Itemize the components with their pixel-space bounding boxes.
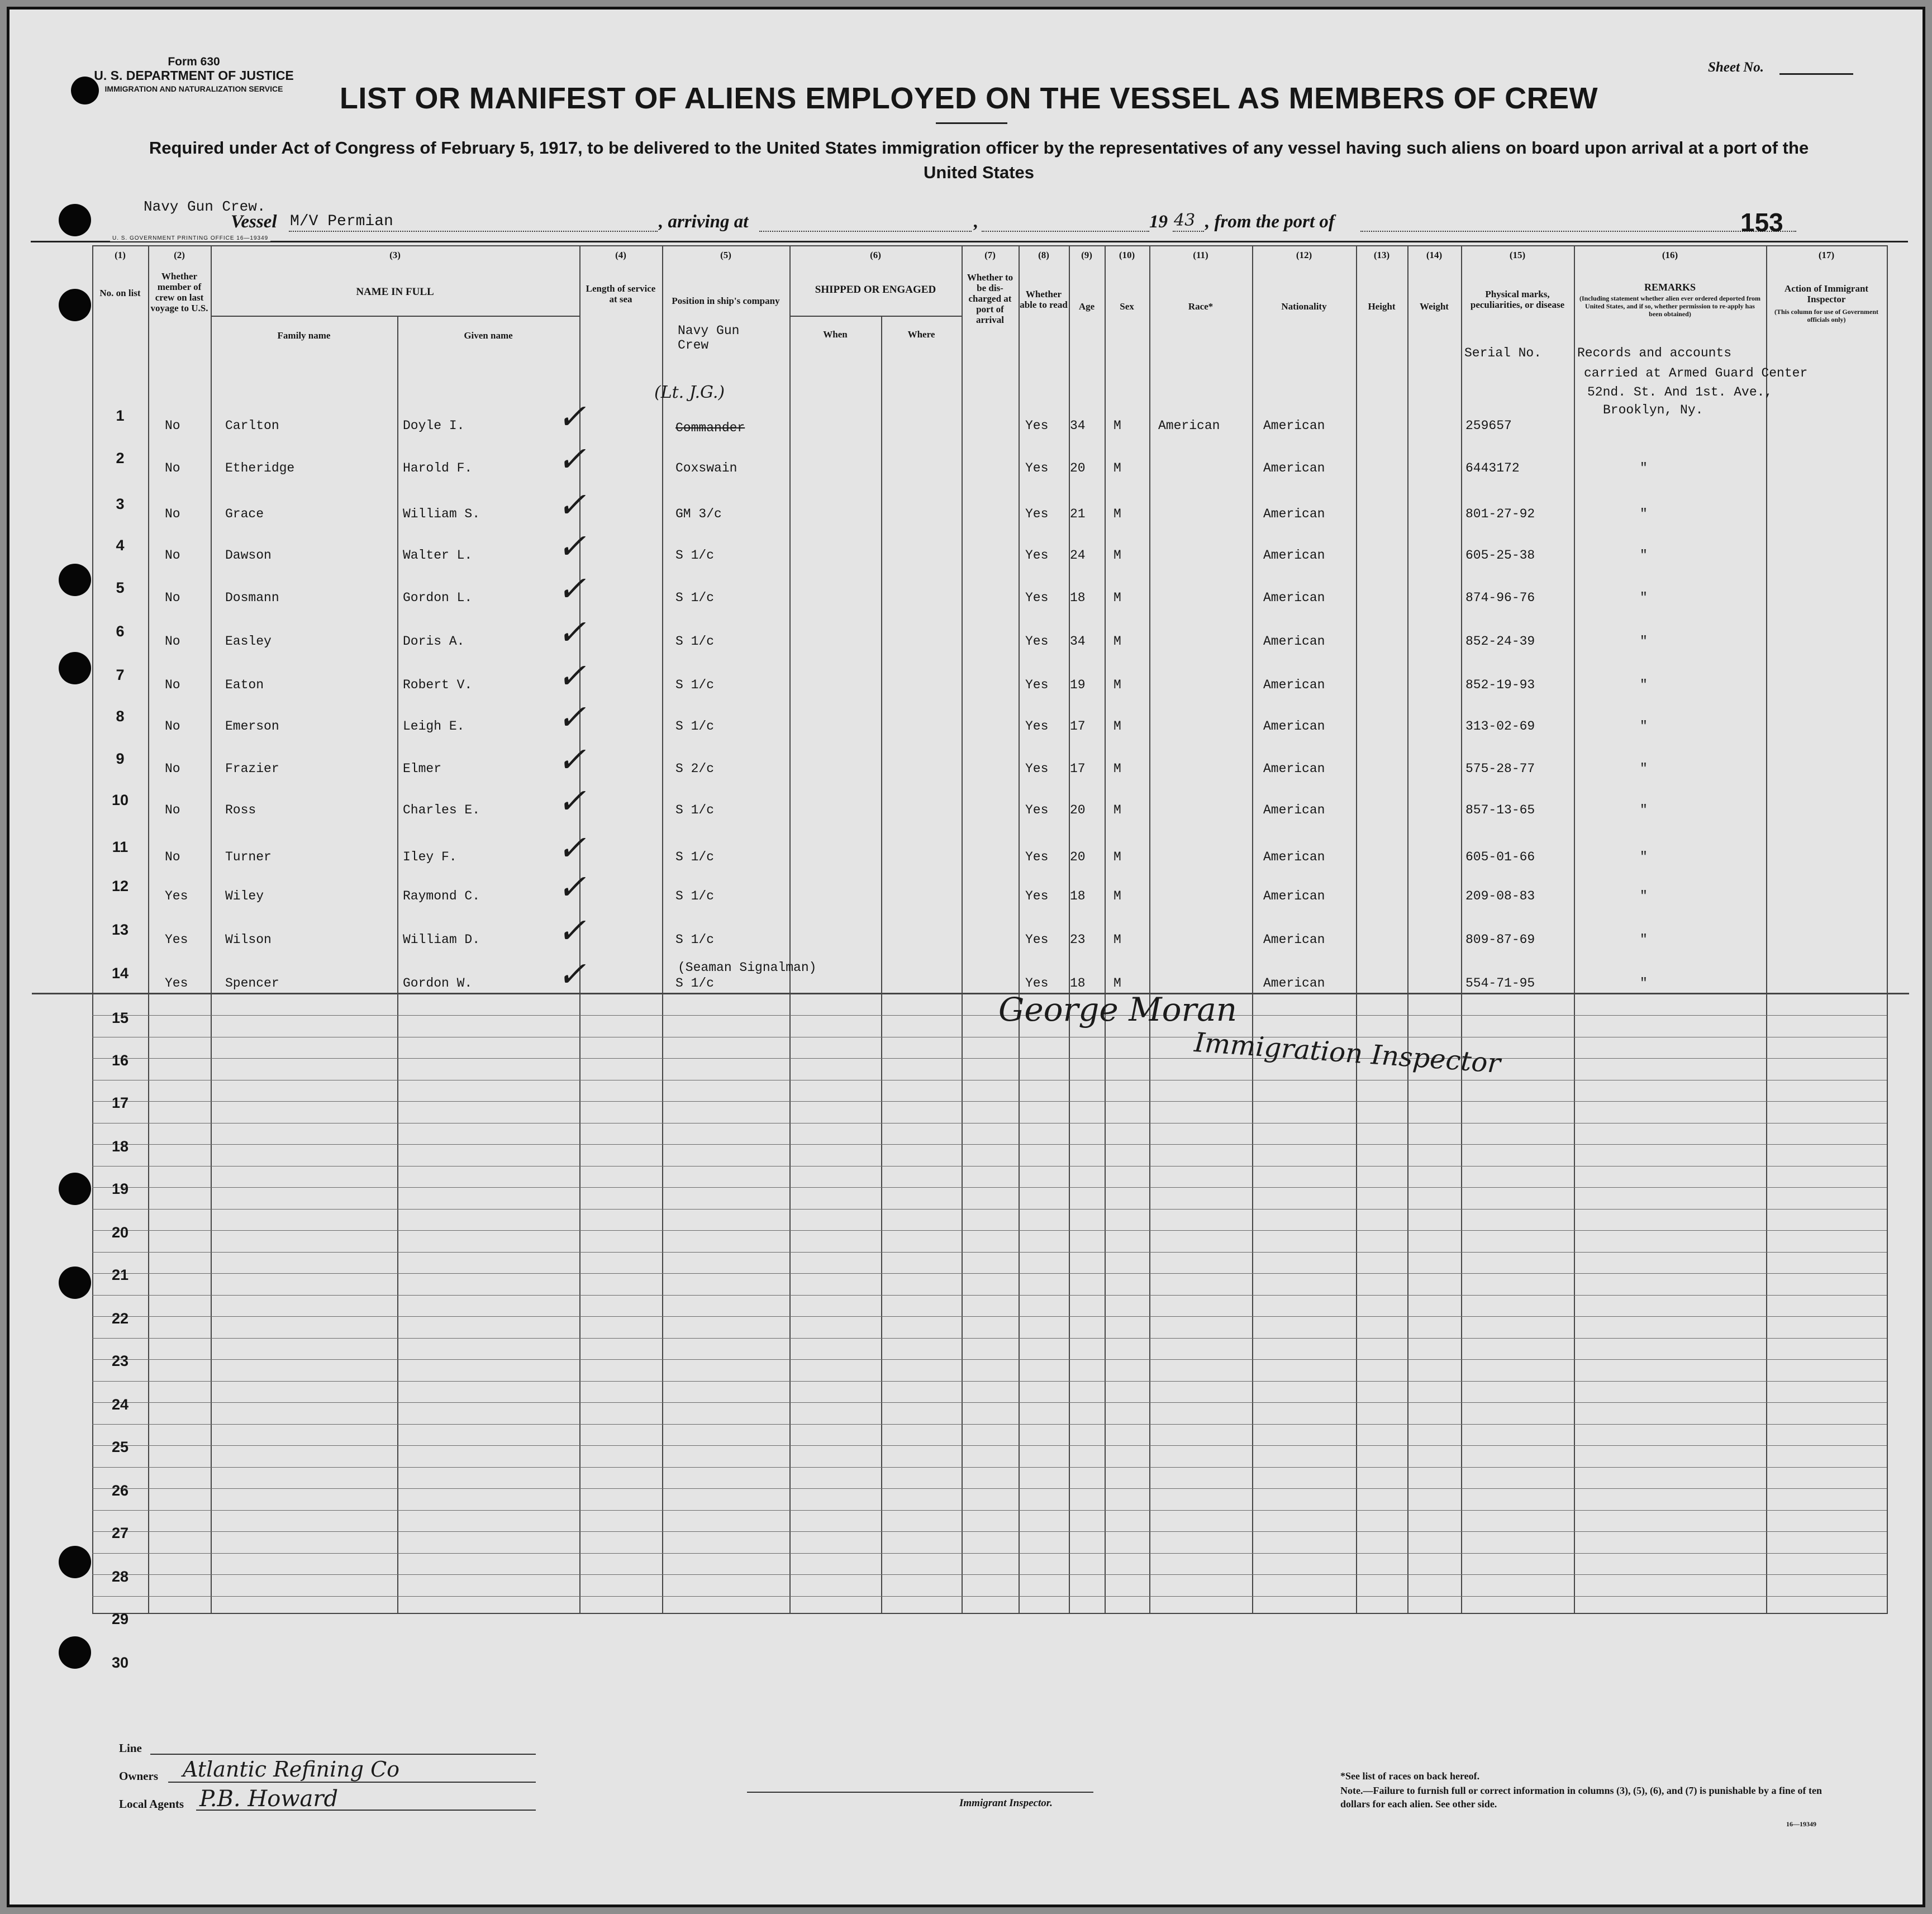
col-head-weight: Weight	[1420, 301, 1449, 312]
col-num-11: (11)	[1193, 250, 1208, 260]
col-head-service: Length of service at sea	[586, 283, 656, 304]
line-label: Line	[119, 1741, 142, 1755]
crew-prev: No	[165, 850, 180, 864]
year-suffix: 43	[1174, 211, 1196, 230]
crew-family: Ross	[225, 803, 256, 817]
crew-remark: "	[1640, 507, 1648, 521]
col-num-4: (4)	[615, 250, 626, 260]
crew-serial: 554-71-95	[1465, 976, 1535, 991]
col-head-read: Whether able to read	[1020, 289, 1068, 310]
crew-serial: 6443172	[1465, 461, 1520, 475]
crew-given: Elmer	[403, 761, 442, 776]
col-num-7: (7)	[984, 250, 996, 260]
crew-remark: "	[1640, 678, 1648, 692]
crew-read: Yes	[1025, 591, 1049, 605]
row-number: 20	[111, 1224, 129, 1241]
row-number: 28	[111, 1568, 129, 1585]
owners-value: Atlantic Refining Co	[183, 1757, 400, 1782]
col-head-shipped: SHIPPED OR ENGAGED	[815, 284, 936, 296]
crew-prev: No	[165, 719, 180, 734]
col-num-10: (10)	[1119, 250, 1135, 260]
row-number: 4	[116, 537, 125, 554]
crew-position: S 1/c	[675, 850, 715, 864]
check-mark-icon: ✓	[557, 827, 586, 868]
crew-remark: "	[1640, 461, 1648, 475]
from-port-label: , from the port of	[1205, 212, 1335, 232]
binder-hole	[59, 652, 91, 684]
vessel-name: M/V Permian	[290, 213, 393, 230]
row-number: 26	[111, 1482, 129, 1499]
owners-label: Owners	[119, 1769, 158, 1783]
row-number: 13	[111, 921, 129, 938]
col-num-12: (12)	[1296, 250, 1312, 260]
crew-sex: M	[1113, 461, 1121, 475]
row-number: 18	[111, 1138, 129, 1155]
sheet-number: 153	[1740, 208, 1783, 237]
check-mark-icon: ✓	[557, 780, 586, 821]
position-header-note: Navy Gun Crew	[678, 323, 740, 353]
manifest-title: LIST OR MANIFEST OF ALIENS EMPLOYED ON THE VESSEL AS MEMBERS OF CREW	[339, 82, 1598, 115]
crew-sex: M	[1113, 634, 1121, 649]
row-number: 8	[116, 708, 125, 725]
crew-read: Yes	[1025, 932, 1049, 947]
col-head-action-note: (This column for use of Government officials only)	[1774, 308, 1879, 323]
crew-remark: "	[1640, 548, 1648, 563]
crew-given: Doyle I.	[403, 418, 465, 433]
col-head-race: Race*	[1188, 301, 1214, 312]
row-number: 16	[111, 1052, 129, 1069]
footer-note-text: —Failure to furnish full or correct information in columns (3), (5), (6), and (7) is punishable by a fine of ten dollars for each alien. See other side.	[1340, 1785, 1822, 1810]
crew-given: Doris A.	[403, 634, 465, 649]
crew-remark: "	[1640, 850, 1648, 864]
crew-remark: "	[1640, 761, 1648, 776]
crew-sex: M	[1113, 418, 1121, 433]
crew-age: 20	[1070, 803, 1086, 817]
crew-position: GM 3/c	[675, 507, 722, 521]
local-agents-label: Local Agents	[119, 1797, 184, 1811]
crew-serial: 809-87-69	[1465, 932, 1535, 947]
row-number: 10	[111, 792, 129, 808]
crew-given: Harold F.	[403, 461, 473, 475]
col-head-given: Given name	[464, 330, 513, 341]
crew-position: S 1/c	[675, 932, 715, 947]
check-mark-icon: ✓	[557, 697, 586, 737]
check-mark-icon: ✓	[557, 655, 586, 696]
crew-read: Yes	[1025, 634, 1049, 649]
row-number: 9	[116, 750, 125, 767]
crew-remark: "	[1640, 889, 1648, 903]
row-number: 19	[111, 1180, 129, 1197]
crew-age: 20	[1070, 461, 1086, 475]
manifest-subtitle: Required under Act of Congress of February 5, 1917, to be delivered to the United States immigration officer by the representatives of any vessel having such aliens on board upon arrival at a port of the United States	[149, 138, 1809, 182]
check-mark-icon: ✓	[557, 866, 586, 907]
crew-age: 18	[1070, 976, 1086, 991]
check-mark-icon: ✓	[557, 612, 586, 653]
col-head-age: Age	[1078, 301, 1095, 312]
col-num-9: (9)	[1081, 250, 1092, 260]
remarks-note-4: Brooklyn, Ny.	[1603, 403, 1703, 417]
crew-read: Yes	[1025, 976, 1049, 991]
manifest-sheet	[7, 7, 1925, 1907]
crew-serial: 605-01-66	[1465, 850, 1535, 864]
crew-age: 24	[1070, 548, 1086, 563]
col-head-nationality: Nationality	[1281, 301, 1327, 312]
sheet-no-label: Sheet No.	[1708, 60, 1764, 75]
crew-family: Emerson	[225, 719, 279, 734]
col-num-15: (15)	[1509, 250, 1526, 260]
crew-age: 19	[1070, 678, 1086, 692]
crew-race: American	[1158, 418, 1220, 433]
check-mark-icon: ✓	[557, 910, 586, 951]
crew-sex: M	[1113, 719, 1121, 734]
col-head-physical: Physical marks, peculiarities, or disease	[1470, 289, 1565, 310]
crew-position: S 1/c	[675, 634, 715, 649]
crew-age: 17	[1070, 719, 1086, 734]
crew-nationality: American	[1263, 634, 1325, 649]
crew-read: Yes	[1025, 803, 1049, 817]
crew-sex: M	[1113, 761, 1121, 776]
sheet-no-line	[1779, 73, 1853, 75]
check-mark-icon: ✓	[557, 739, 586, 780]
col-head-height: Height	[1368, 301, 1396, 312]
serial-header-note: Serial No.	[1464, 346, 1542, 360]
crew-remark: "	[1640, 719, 1648, 734]
crew-age: 34	[1070, 418, 1086, 433]
row-number: 21	[111, 1267, 129, 1283]
col-head-name: NAME IN FULL	[356, 286, 434, 298]
col-head-action: Action of Immigrant Inspector	[1784, 283, 1869, 304]
crew-sex: M	[1113, 591, 1121, 605]
print-rule	[31, 241, 1908, 242]
vessel-label: Vessel	[231, 212, 277, 232]
binder-hole	[59, 289, 91, 321]
crew-family: Dosmann	[225, 591, 279, 605]
crew-remark: "	[1640, 591, 1648, 605]
col-num-2: (2)	[174, 250, 185, 260]
crew-prev: Yes	[165, 932, 188, 947]
crew-nationality: American	[1263, 461, 1325, 475]
col-num-1: (1)	[115, 250, 126, 260]
crew-nationality: American	[1263, 889, 1325, 903]
crew-read: Yes	[1025, 850, 1049, 864]
check-mark-icon: ✓	[557, 954, 586, 994]
crew-family: Easley	[225, 634, 272, 649]
crew-given: Gordon W.	[403, 976, 473, 991]
footer-note-label: Note.	[1340, 1785, 1363, 1796]
remarks-note-2: carried at Armed Guard Center	[1584, 366, 1808, 380]
crew-nationality: American	[1263, 932, 1325, 947]
row-number: 5	[116, 579, 125, 596]
race-note: *See list of races on back hereof.	[1340, 1770, 1480, 1782]
crew-serial: 575-28-77	[1465, 761, 1535, 776]
remarks-note-1: Records and accounts	[1577, 346, 1732, 360]
crew-read: Yes	[1025, 507, 1049, 521]
col-num-6: (6)	[870, 250, 881, 260]
row-number: 25	[111, 1439, 129, 1455]
crew-prev: No	[165, 418, 180, 433]
row-number: 1	[116, 407, 125, 424]
col-head-remarks-note: (Including statement whether alien ever ordered deported from United States, and if so, whether permission to re-apply has been obtained)	[1579, 294, 1761, 318]
row-number: 15	[111, 1010, 129, 1026]
crew-nationality: American	[1263, 976, 1325, 991]
row-number: 17	[111, 1094, 129, 1111]
crew-serial: 857-13-65	[1465, 803, 1535, 817]
row-number: 27	[111, 1525, 129, 1541]
col-head-discharged: Whether to be dis-charged at port of arrival	[967, 272, 1013, 325]
row-number: 22	[111, 1310, 129, 1327]
crew-sex: M	[1113, 678, 1121, 692]
crew-age: 18	[1070, 889, 1086, 903]
col-num-5: (5)	[720, 250, 731, 260]
crew-prev: No	[165, 461, 180, 475]
crew-serial: 605-25-38	[1465, 548, 1535, 563]
crew-prev: No	[165, 507, 180, 521]
check-mark-icon: ✓	[557, 526, 586, 566]
crew-position: S 1/c	[675, 548, 715, 563]
crew-family: Wilson	[225, 932, 272, 947]
crew-position: S 1/c	[675, 719, 715, 734]
crew-serial: 852-24-39	[1465, 634, 1535, 649]
crew-given: Iley F.	[403, 850, 457, 864]
title-rule	[936, 122, 1007, 124]
crew-family: Carlton	[225, 418, 279, 433]
row-number: 7	[116, 666, 125, 683]
row-number: 12	[111, 878, 129, 894]
crew-sex: M	[1113, 803, 1121, 817]
crew-age: 20	[1070, 850, 1086, 864]
row-number: 29	[111, 1611, 129, 1627]
crew-nationality: American	[1263, 803, 1325, 817]
crew-nationality: American	[1263, 507, 1325, 521]
crew-position: S 1/c	[675, 889, 715, 903]
check-mark-icon: ✓	[557, 484, 586, 525]
crew-position: S 1/c	[675, 591, 715, 605]
local-agents-value: P.B. Howard	[199, 1786, 339, 1812]
crew-age: 21	[1070, 507, 1086, 521]
crew-nationality: American	[1263, 850, 1325, 864]
crew-position: S 1/c	[675, 976, 715, 991]
col-head-when: When	[823, 329, 848, 340]
position-row-1: Commander	[675, 421, 745, 435]
col-num-16: (16)	[1662, 250, 1678, 260]
binder-hole	[59, 1267, 91, 1299]
crew-age: 34	[1070, 634, 1086, 649]
crew-nationality: American	[1263, 418, 1325, 433]
year-prefix: 19	[1149, 212, 1168, 232]
inspector-signature-title: Immigration Inspector	[1193, 1026, 1502, 1080]
crew-read: Yes	[1025, 678, 1049, 692]
row-number: 23	[111, 1353, 129, 1369]
crew-prev: Yes	[165, 889, 188, 903]
crew-family: Spencer	[225, 976, 279, 991]
service-name: IMMIGRATION AND NATURALIZATION SERVICE	[104, 84, 283, 93]
crew-remark: "	[1640, 976, 1648, 991]
crew-given: Robert V.	[403, 678, 473, 692]
crew-remark: "	[1640, 803, 1648, 817]
binder-hole	[59, 1173, 91, 1205]
crew-family: Turner	[225, 850, 272, 864]
crew-sex: M	[1113, 850, 1121, 864]
row-number: 2	[116, 450, 125, 466]
footer-note	[1340, 1784, 1843, 1811]
crew-position: S 1/c	[675, 803, 715, 817]
row-number: 6	[116, 623, 125, 640]
crew-given: William D.	[403, 932, 480, 947]
col-num-3: (3)	[389, 250, 401, 260]
crew-given: Raymond C.	[403, 889, 480, 903]
crew-serial: 874-96-76	[1465, 591, 1535, 605]
row-number: 11	[112, 839, 129, 855]
check-mark-icon: ✓	[557, 568, 586, 609]
col-head-no: No. on list	[99, 288, 141, 298]
col-head-remarks: REMARKS	[1644, 282, 1696, 293]
crew-serial: 259657	[1465, 418, 1512, 433]
crew-sex: M	[1113, 507, 1121, 521]
crew-sex: M	[1113, 976, 1121, 991]
crew-prev: No	[165, 678, 180, 692]
crew-nationality: American	[1263, 591, 1325, 605]
crew-age: 17	[1070, 761, 1086, 776]
crew-family: Dawson	[225, 548, 272, 563]
remarks-note-3: 52nd. St. And 1st. Ave.,	[1587, 385, 1773, 399]
crew-given: Gordon L.	[403, 591, 473, 605]
navy-gun-crew-note: Navy Gun Crew.	[144, 198, 266, 215]
col-num-14: (14)	[1426, 250, 1443, 260]
binder-hole	[59, 1636, 91, 1669]
crew-prev: No	[165, 591, 180, 605]
form-number: Form 630	[168, 55, 220, 68]
crew-read: Yes	[1025, 461, 1049, 475]
footer-print-code: 16—19349	[1786, 1820, 1816, 1828]
crew-given: Charles E.	[403, 803, 480, 817]
col-head-family: Family name	[277, 330, 331, 341]
crew-family: Grace	[225, 507, 264, 521]
col-num-8: (8)	[1038, 250, 1049, 260]
crew-nationality: American	[1263, 548, 1325, 563]
immigrant-inspector-label: Immigrant Inspector.	[959, 1797, 1053, 1809]
crew-family: Wiley	[225, 889, 264, 903]
crew-position: Coxswain	[675, 461, 737, 475]
inspector-signature: George Moran	[998, 991, 1238, 1029]
crew-family: Eaton	[225, 678, 264, 692]
crew-given: Walter L.	[403, 548, 473, 563]
department-name: U. S. DEPARTMENT OF JUSTICE	[94, 68, 294, 83]
vessel-row: Vessel M/V Permian , arriving at , 19 43 , from the port of	[65, 212, 1814, 237]
crew-prev: No	[165, 803, 180, 817]
crew-position: S 2/c	[675, 761, 715, 776]
crew-family: Etheridge	[225, 461, 295, 475]
crew-nationality: American	[1263, 761, 1325, 776]
crew-read: Yes	[1025, 719, 1049, 734]
crew-serial: 313-02-69	[1465, 719, 1535, 734]
row-number: 30	[111, 1654, 129, 1671]
position-note-row-1: (Lt. J.G.)	[654, 383, 725, 402]
crew-sex: M	[1113, 932, 1121, 947]
col-num-13: (13)	[1373, 250, 1390, 260]
crew-remark: "	[1640, 932, 1648, 947]
binder-hole	[59, 1546, 91, 1578]
crew-family: Frazier	[225, 761, 279, 776]
row-number: 3	[116, 496, 125, 512]
col-head-last-voyage: Whether member of crew on last voyage to U.S.	[150, 271, 208, 313]
position-note-row-14: (Seaman Signalman)	[678, 960, 817, 975]
crew-given: William S.	[403, 507, 480, 521]
col-head-where: Where	[907, 329, 935, 340]
col-head-position: Position in ship's company	[672, 296, 780, 306]
crew-serial: 801-27-92	[1465, 507, 1535, 521]
crew-prev: No	[165, 548, 180, 563]
crew-read: Yes	[1025, 761, 1049, 776]
check-mark-icon: ✓	[557, 396, 586, 437]
crew-remark: "	[1640, 634, 1648, 649]
row-number: 24	[111, 1396, 129, 1413]
crew-age: 18	[1070, 591, 1086, 605]
crew-read: Yes	[1025, 548, 1049, 563]
crew-age: 23	[1070, 932, 1086, 947]
col-num-17: (17)	[1818, 250, 1835, 260]
crew-serial: 852-19-93	[1465, 678, 1535, 692]
row-number: 14	[111, 965, 129, 982]
printing-office-note: U. S. GOVERNMENT PRINTING OFFICE 16—19349	[110, 235, 270, 241]
crew-nationality: American	[1263, 719, 1325, 734]
col-head-sex: Sex	[1120, 301, 1134, 312]
crew-prev: Yes	[165, 976, 188, 991]
crew-read: Yes	[1025, 418, 1049, 433]
crew-prev: No	[165, 634, 180, 649]
arriving-label: , arriving at	[659, 212, 749, 232]
check-mark-icon: ✓	[557, 439, 586, 479]
crew-nationality: American	[1263, 678, 1325, 692]
crew-serial: 209-08-83	[1465, 889, 1535, 903]
crew-given: Leigh E.	[403, 719, 465, 734]
crew-position: S 1/c	[675, 678, 715, 692]
crew-sex: M	[1113, 889, 1121, 903]
crew-prev: No	[165, 761, 180, 776]
crew-read: Yes	[1025, 889, 1049, 903]
crew-sex: M	[1113, 548, 1121, 563]
binder-hole	[59, 564, 91, 596]
